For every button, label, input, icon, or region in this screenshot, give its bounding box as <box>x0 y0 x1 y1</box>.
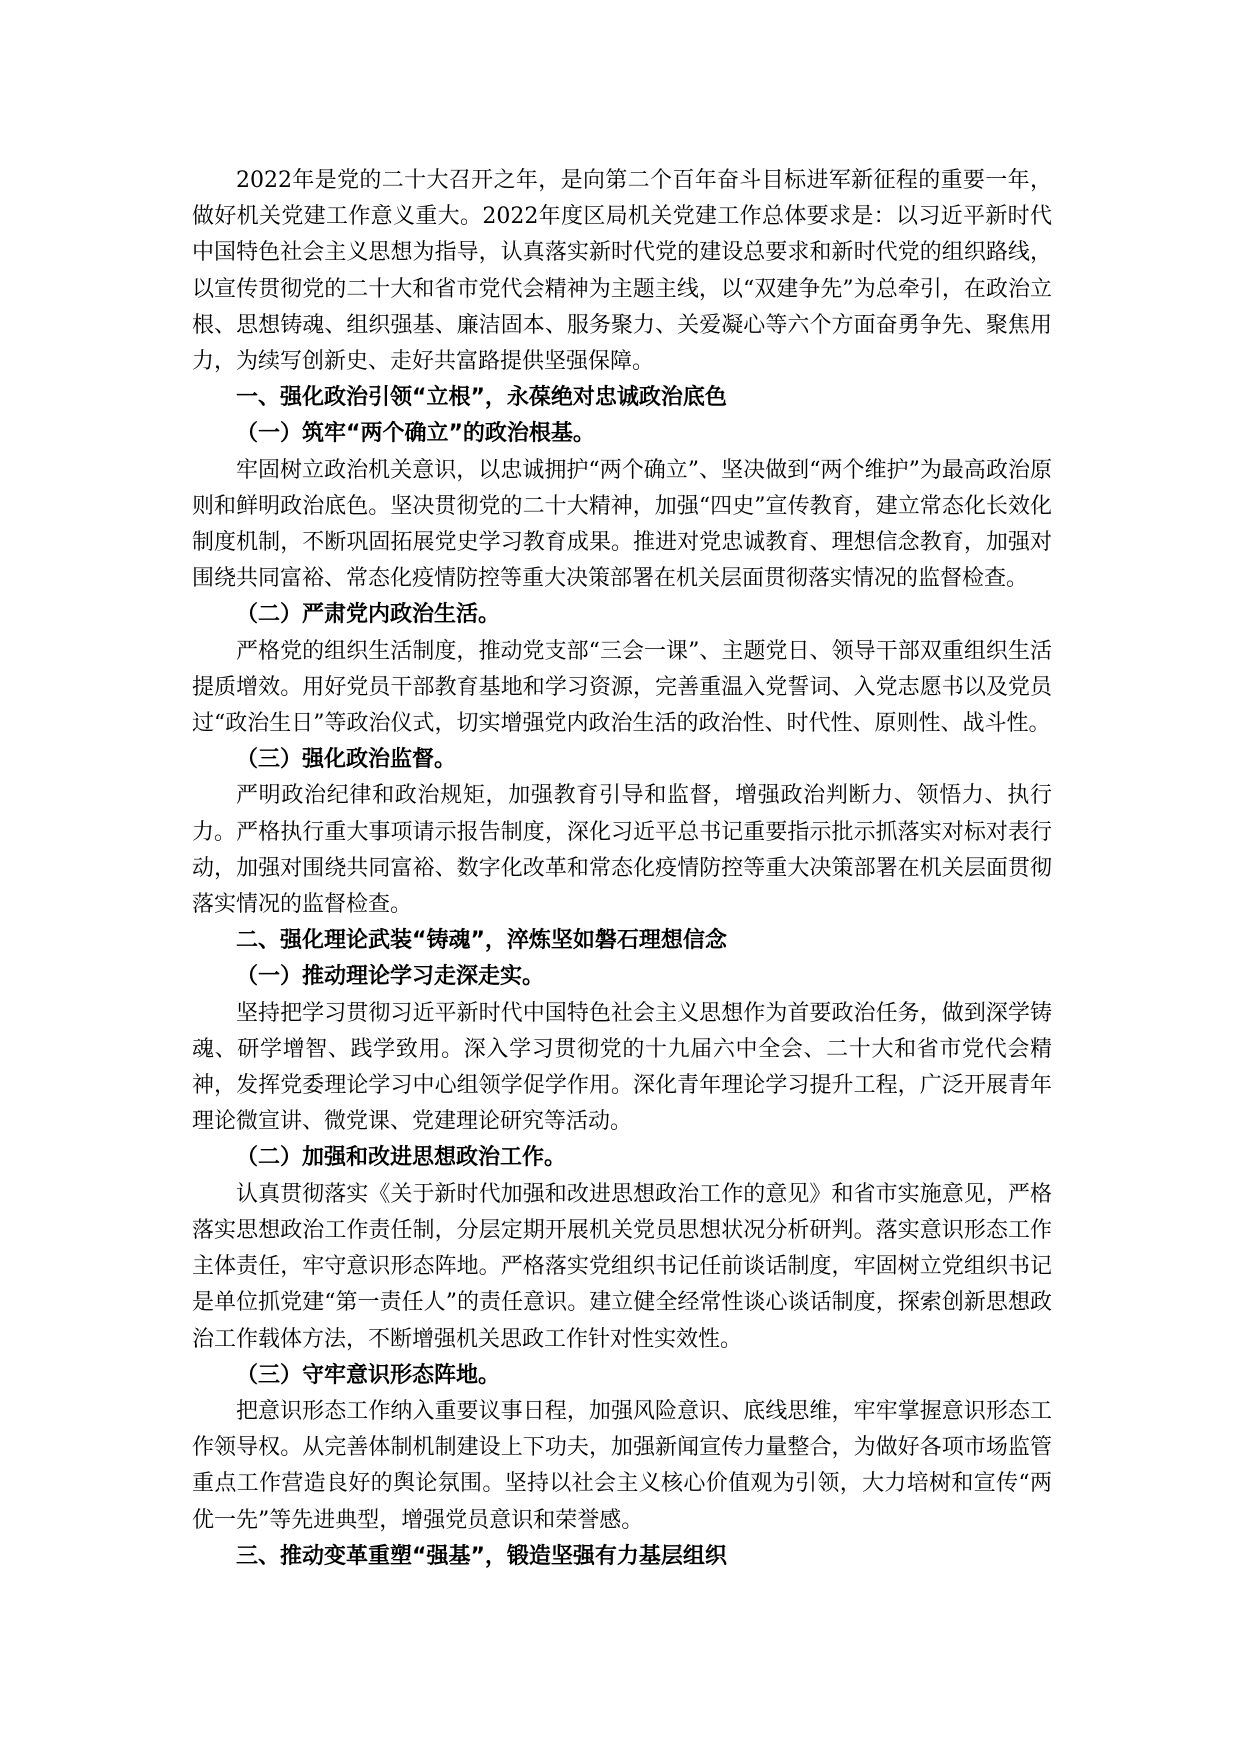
section-2-heading: 二、强化理论武装“铸魂”，淬炼坚如磐石理想信念 <box>236 928 727 954</box>
section-2-2-heading: （二）加强和改进思想政治工作。 <box>236 1145 567 1171</box>
document-content <box>192 163 1052 1575</box>
section-3-heading: 三、推动变革重塑“强基”，锻造坚强有力基层组织 <box>236 1543 727 1569</box>
section-2-1-heading: （一）推动理论学习走深走实。 <box>236 964 545 990</box>
section-2-1-body: 坚持把学习贯彻习近平新时代中国特色社会主义思想作为首要政治任务，做到深学铸魂、研学增智、践学致用。深入学习贯彻党的十九届六中全会、二十大和省市党代会精神，发挥党委理论学习中心组领学促学作用。深化青年理论学习提升工程，广泛开展青年理论微宣讲、微党课、党建理论研究等活动。 <box>192 1000 1052 1135</box>
section-1-2-body: 严格党的组织生活制度，推动党支部“三会一课”、主题党日、领导干部双重组织生活提质增效。用好党员干部教育基地和学习资源，完善重温入党誓词、入党志愿书以及党员过“政治生日”等政治仪式，切实增强党内政治生活的政治性、时代性、原则性、战斗性。 <box>192 638 1052 737</box>
section-1-1-body: 牢固树立政治机关意识，以忠诚拥护“两个确立”、坚决做到“两个维护”为最高政治原则和鲜明政治底色。坚决贯彻党的二十大精神，加强“四史”宣传教育，建立常态化长效化制度机制，不断巩固拓展党史学习教育成果。推进对党忠诚教育、理想信念教育，加强对围绕共同富裕、常态化疫情防控等重大决策部署在机关层面贯彻落实情况的监督检查。 <box>192 457 1052 592</box>
section-1-2-heading: （二）严肃党内政治生活。 <box>236 602 501 628</box>
section-2-2-body: 认真贯彻落实《关于新时代加强和改进思想政治工作的意见》和省市实施意见，严格落实思想政治工作责任制，分层定期开展机关党员思想状况分析研判。落实意识形态工作主体责任，牢守意识形态阵地。严格落实党组织书记任前谈话制度，牢固树立党组织书记是单位抓党建“第一责任人”的责任意识。建立健全经常性谈心谈话制度，探索创新思想政治工作载体方法，不断增强机关思政工作针对性实效性。 <box>192 1181 1052 1352</box>
section-1-heading: 一、强化政治引领“立根”，永葆绝对忠诚政治底色 <box>236 385 727 411</box>
section-1-3-heading: （三）强化政治监督。 <box>236 747 457 773</box>
section-2-3-heading: （三）守牢意识形态阵地。 <box>236 1362 501 1388</box>
section-1-1-heading: （一）筑牢“两个确立”的政治根基。 <box>236 421 595 447</box>
section-1-3-body: 严明政治纪律和政治规矩，加强教育引导和监督，增强政治判断力、领悟力、执行力。严格执行重大事项请示报告制度，深化习近平总书记重要指示批示抓落实对标对表行动，加强对围绕共同富裕、数字化改革和常态化疫情防控等重大决策部署在机关层面贯彻落实情况的监督检查。 <box>192 783 1052 918</box>
section-2-3-body: 把意识形态工作纳入重要议事日程，加强风险意识、底线思维，牢牢掌握意识形态工作领导权。从完善体制机制建设上下功夫，加强新闻宣传力量整合，为做好各项市场监管重点工作营造良好的舆论氛围。坚持以社会主义核心价值观为引领，大力培树和宣传“两优一先”等先进典型，增强党员意识和荣誉感。 <box>192 1398 1052 1533</box>
intro-paragraph: 2022年是党的二十大召开之年，是向第二个百年奋斗目标进军新征程的重要一年，做好机关党建工作意义重大。2022年度区局机关党建工作总体要求是：以习近平新时代中国特色社会主义思想为指导，认真落实新时代党的建设总要求和新时代党的组织路线，以宣传贯彻党的二十大和省市党代会精神为主题主线，以“双建争先”为总牵引，在政治立根、思想铸魂、组织强基、廉洁固本、服务聚力、关爱凝心等六个方面奋勇争先、聚焦用力，为续写创新史、走好共富路提供坚强保障。 <box>192 168 1052 375</box>
